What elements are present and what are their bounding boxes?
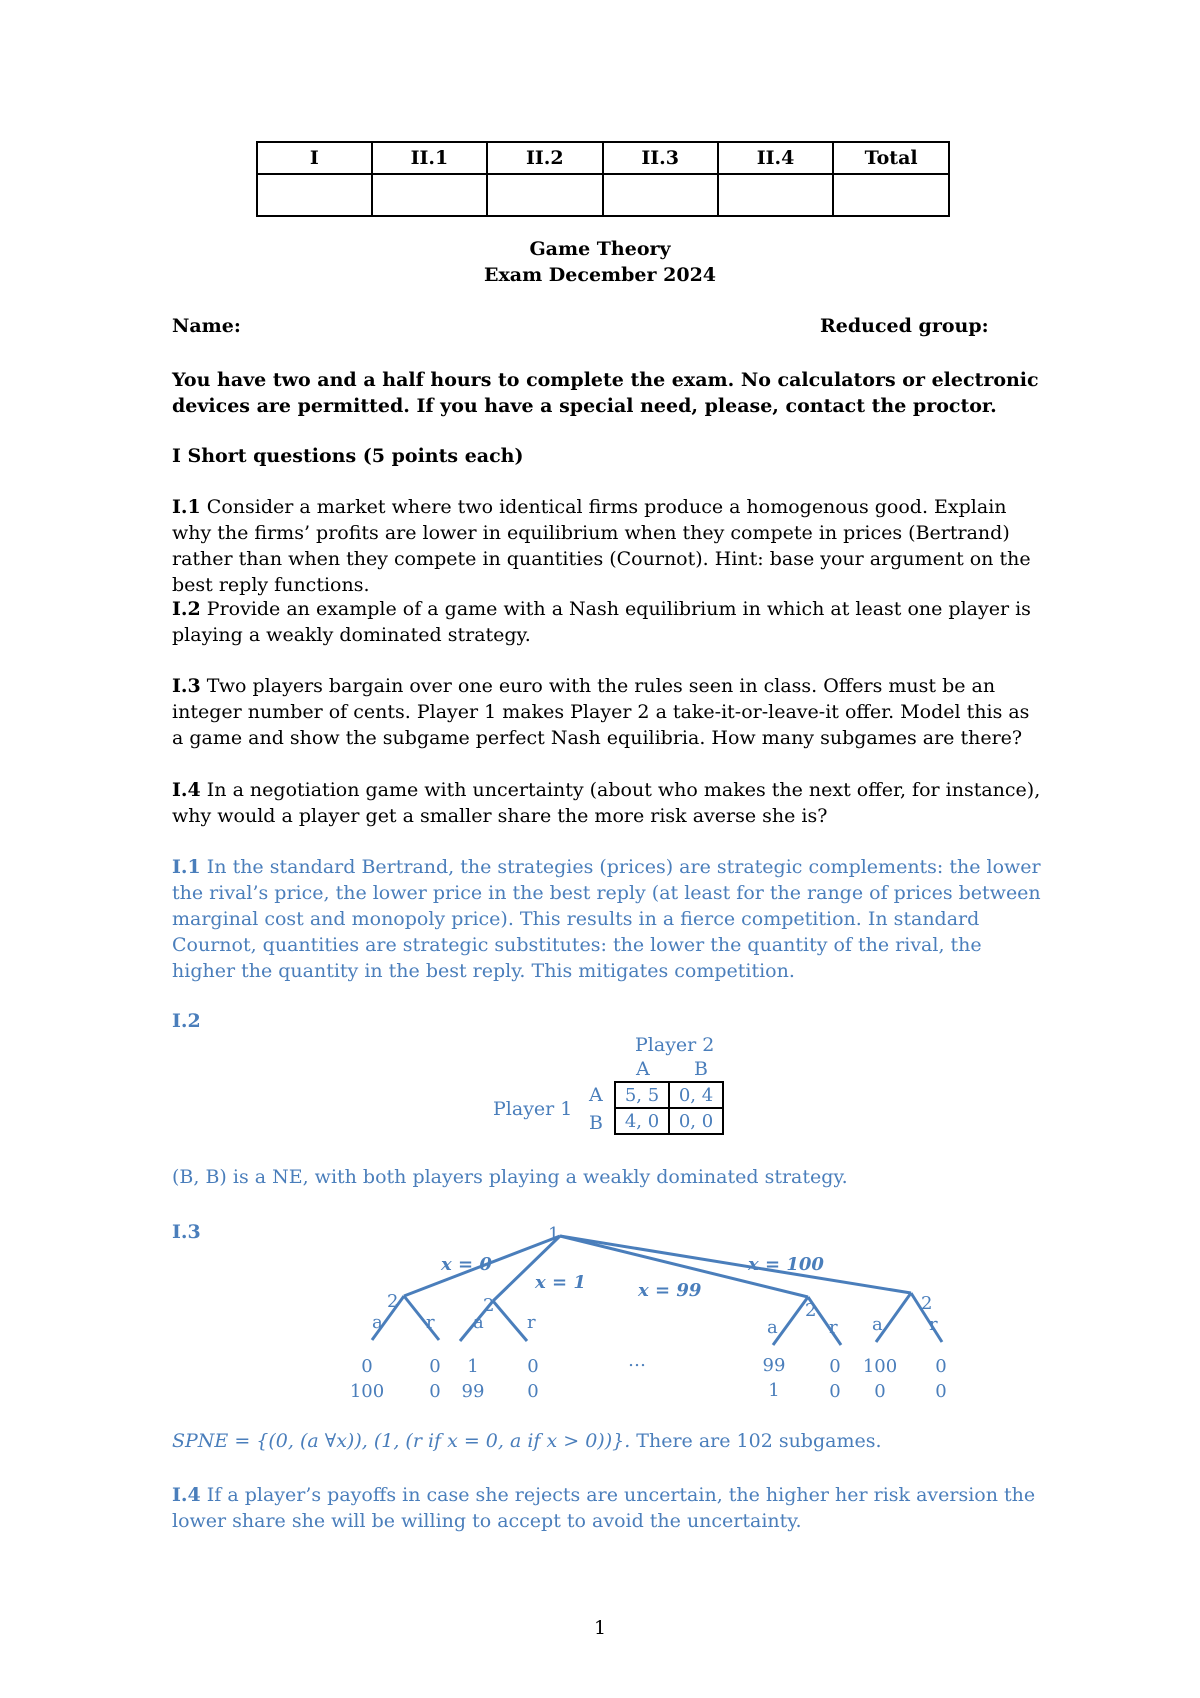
section-title: I Short questions (5 points each) bbox=[172, 445, 524, 467]
score-header-cell: II.1 bbox=[372, 142, 487, 174]
reject-label: r bbox=[929, 1314, 938, 1335]
tree-edge bbox=[773, 1297, 808, 1345]
payoff-top: 0 bbox=[429, 1356, 441, 1377]
payoff-top: 0 bbox=[935, 1356, 947, 1377]
page-number: 1 bbox=[593, 1617, 607, 1639]
question-text: Consider a market where two identical firms produce a homogenous good. Explain why the firms’ profits are lower in equilibrium when they compete in prices (Bertrand) rather than when they compete in quantities (Cournot). Hint: base your argument on the best reply functions. bbox=[172, 496, 1031, 596]
answer-4 bbox=[172, 1482, 1042, 1534]
payoff-top: 0 bbox=[527, 1356, 539, 1377]
payoff-top: 0 bbox=[361, 1356, 373, 1377]
score-header-cell: II.4 bbox=[718, 142, 833, 174]
score-header-cell: Total bbox=[833, 142, 949, 174]
accept-label: a bbox=[872, 1314, 883, 1335]
answer-text: In the standard Bertrand, the strategies (prices) are strategic complements: the lower the rival’s price, the lower price in the best reply (at least for the range of prices between marginal cost and monopoly price). This results in a fierce competition. In standard Cournot, quantities are strategic substitutes: the lower the quantity of the rival, the higher the quantity in the best reply. This mitigates competition. bbox=[172, 856, 1041, 982]
exam-title: Game Theory bbox=[529, 238, 671, 260]
row-label: B bbox=[589, 1112, 603, 1134]
reject-label: r bbox=[426, 1312, 435, 1333]
column-label: B bbox=[694, 1058, 708, 1080]
spne-formula: SPNE = {(0, (a ∀x)), (1, (r if x = 0, a if x > 0))}. bbox=[172, 1430, 631, 1452]
subgame-count: There are 102 subgames. bbox=[636, 1430, 882, 1452]
column-label: A bbox=[636, 1058, 650, 1080]
payoff-bottom: 0 bbox=[429, 1381, 441, 1402]
answer-number: I.4 bbox=[172, 1484, 201, 1506]
edge-label: x = 1 bbox=[535, 1272, 586, 1293]
question-text: In a negotiation game with uncertainty (about who makes the next offer, for instance), why would a player get a smaller share the more risk averse she is? bbox=[172, 779, 1041, 827]
payoff-bottom: 0 bbox=[874, 1381, 886, 1402]
ellipsis: … bbox=[628, 1350, 646, 1371]
tree-edge bbox=[493, 1301, 527, 1341]
payoff-cell: 5, 5 bbox=[615, 1082, 669, 1108]
reject-label: r bbox=[829, 1317, 838, 1338]
payoff-bottom: 100 bbox=[349, 1381, 385, 1402]
question-number: I.4 bbox=[172, 779, 201, 801]
accept-label: a bbox=[372, 1312, 383, 1333]
question-text: Provide an example of a game with a Nash equilibrium in which at least one player is playing a weakly dominated strategy. bbox=[172, 598, 1031, 646]
payoff-bottom: 1 bbox=[768, 1380, 780, 1401]
payoff-top: 99 bbox=[762, 1355, 786, 1376]
player2-label: Player 2 bbox=[635, 1034, 715, 1056]
answer-text: If a player’s payoffs in case she rejects are uncertain, the higher her risk aversion the lower share she will be willing to accept to avoid the uncertainty. bbox=[172, 1484, 1036, 1532]
payoff-top: 100 bbox=[862, 1356, 898, 1377]
score-header-cell: II.3 bbox=[603, 142, 718, 174]
payoff-cell: 0, 4 bbox=[669, 1082, 723, 1108]
payoff-cell: 4, 0 bbox=[615, 1108, 669, 1134]
score-header-cell: I bbox=[257, 142, 372, 174]
instructions: You have two and a half hours to complete the exam. No calculators or electronic devices are permitted. If you have a special need, please, contact the proctor. bbox=[172, 369, 1039, 417]
question-number: I.3 bbox=[172, 675, 201, 697]
edge-label: x = 99 bbox=[638, 1280, 702, 1301]
player-node-label: 2 bbox=[805, 1300, 817, 1321]
answer-3-number: I.3 bbox=[172, 1221, 201, 1243]
answer-3-spne bbox=[172, 1428, 1042, 1454]
root-node-label: 1 bbox=[548, 1224, 560, 1245]
payoff-bottom: 0 bbox=[829, 1381, 841, 1402]
answer-2-text: (B, B) is a NE, with both players playing a weakly dominated strategy. bbox=[172, 1166, 848, 1188]
answer-2-number: I.2 bbox=[172, 1010, 201, 1032]
question-number: I.2 bbox=[172, 598, 201, 620]
payoff-top: 1 bbox=[467, 1356, 479, 1377]
group-label: Reduced group: bbox=[820, 315, 989, 337]
row-label: A bbox=[589, 1084, 603, 1106]
reject-label: r bbox=[527, 1312, 536, 1333]
payoff-cell: 0, 0 bbox=[669, 1108, 723, 1134]
edge-label: x = 100 bbox=[748, 1254, 824, 1275]
answer-number: I.1 bbox=[172, 856, 201, 878]
score-header-cell: II.2 bbox=[487, 142, 602, 174]
accept-label: a bbox=[473, 1312, 484, 1333]
accept-label: a bbox=[767, 1317, 778, 1338]
question-number: I.1 bbox=[172, 496, 201, 518]
question-text: Two players bargain over one euro with the rules seen in class. Offers must be an integer number of cents. Player 1 makes Player 2 a take-it-or-leave-it offer. Model this as a game and show the subgame perfect Nash equilibria. How many subgames are there? bbox=[172, 675, 1030, 749]
name-label: Name: bbox=[172, 315, 241, 337]
exam-subtitle: Exam December 2024 bbox=[483, 264, 717, 286]
payoff-bottom: 0 bbox=[527, 1381, 539, 1402]
edge-label: x = 0 bbox=[441, 1254, 492, 1275]
payoff-bottom: 0 bbox=[935, 1381, 947, 1402]
tree-edge bbox=[560, 1236, 911, 1293]
player-node-label: 2 bbox=[387, 1291, 399, 1312]
player1-label: Player 1 bbox=[493, 1098, 573, 1120]
payoff-top: 0 bbox=[829, 1356, 841, 1377]
payoff-bottom: 99 bbox=[461, 1381, 485, 1402]
player-node-label: 2 bbox=[921, 1293, 933, 1314]
player-node-label: 2 bbox=[483, 1295, 495, 1316]
